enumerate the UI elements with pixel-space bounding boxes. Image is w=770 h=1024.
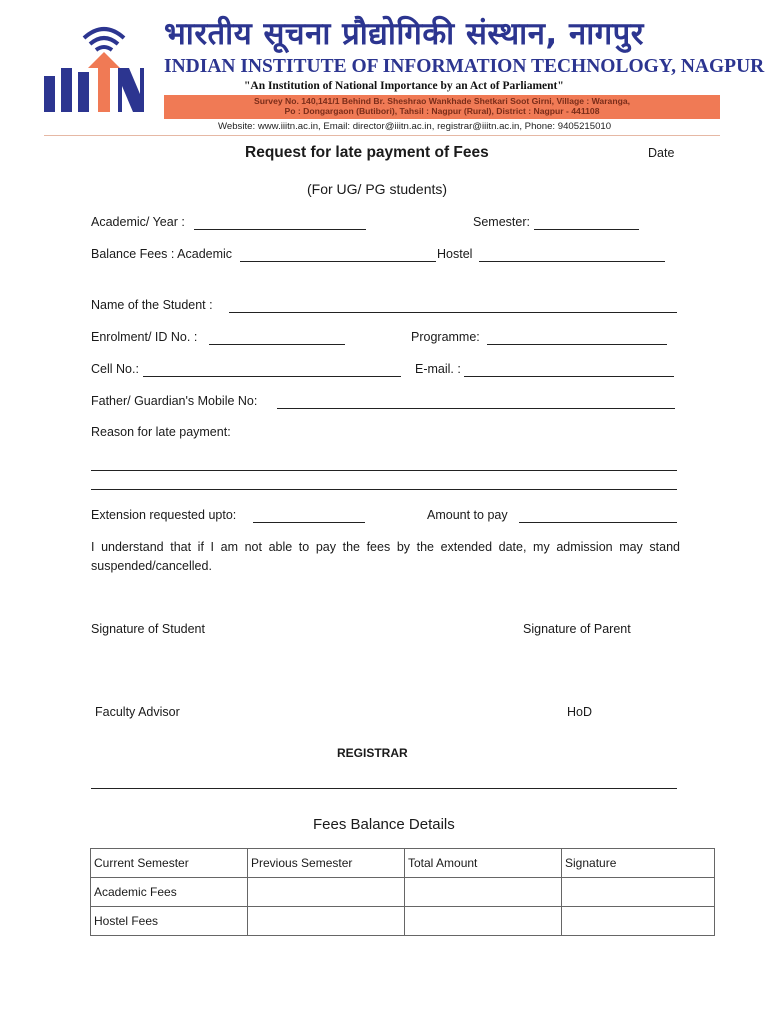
table-cell[interactable] [248, 878, 405, 907]
signature-student-label: Signature of Student [91, 622, 205, 636]
fees-table-title: Fees Balance Details [313, 816, 455, 833]
reason-label: Reason for late payment: [91, 425, 231, 439]
date-label: Date [648, 146, 675, 160]
amount-field[interactable] [519, 522, 677, 523]
extension-field[interactable] [253, 522, 365, 523]
table-header-cell: Previous Semester [248, 849, 405, 878]
balance-fees-academic-field[interactable] [240, 261, 436, 262]
semester-label: Semester: [473, 215, 530, 229]
contact-line: Website: www.iiitn.ac.in, Email: director@iiitn.ac.in, registrar@iiitn.ac.in, Phone: 9405215010 [218, 121, 612, 132]
table-cell[interactable] [405, 878, 562, 907]
address-line-2: Po : Dongargaon (Butibori), Tahsil : Nagpur (Rural), District : Nagpur - 441108 [284, 106, 600, 116]
institute-name-hindi: भारतीय सूचना प्रौद्योगिकी संस्थान, नागपुर [164, 16, 644, 52]
email-field[interactable] [464, 376, 674, 377]
hostel-fees-field[interactable] [479, 261, 665, 262]
extension-label: Extension requested upto: [91, 508, 237, 522]
table-header-cell: Total Amount [405, 849, 562, 878]
table-header-cell: Signature [562, 849, 715, 878]
table-cell[interactable] [562, 878, 715, 907]
programme-label: Programme: [411, 330, 480, 344]
institute-tagline: "An Institution of National Importance by an Act of Parliament" [244, 80, 564, 92]
email-label: E-mail. : [415, 362, 461, 376]
institute-logo [40, 20, 144, 116]
cell-label: Cell No.: [91, 362, 139, 376]
registrar-divider [91, 788, 677, 789]
student-name-field[interactable] [229, 312, 677, 313]
cell-field[interactable] [143, 376, 401, 377]
student-name-label: Name of the Student : [91, 298, 213, 312]
institute-name-english: INDIAN INSTITUTE OF INFORMATION TECHNOLOGY, NAGPUR [164, 56, 765, 77]
table-row-label: Academic Fees [91, 878, 248, 907]
table-cell[interactable] [562, 907, 715, 936]
reason-field-line-2[interactable] [91, 489, 677, 490]
table-row [91, 878, 715, 907]
table-header-row [91, 849, 715, 878]
balance-fees-academic-label: Balance Fees : Academic [91, 247, 233, 261]
academic-year-field[interactable] [194, 229, 366, 230]
hostel-label: Hostel [437, 247, 473, 261]
hod-label: HoD [567, 705, 593, 719]
enrolment-field[interactable] [209, 344, 345, 345]
form-subtitle: (For UG/ PG students) [307, 181, 448, 197]
semester-field[interactable] [534, 229, 639, 230]
enrolment-label: Enrolment/ ID No. : [91, 330, 198, 344]
table-cell[interactable] [248, 907, 405, 936]
reason-field-line-1[interactable] [91, 470, 677, 471]
table-cell[interactable] [405, 907, 562, 936]
programme-field[interactable] [487, 344, 667, 345]
guardian-mobile-field[interactable] [277, 408, 675, 409]
address-line-1: Survey No. 140,141/1 Behind Br. Sheshrao Wankhade Shetkari Soot Girni, Village : Waranga, [253, 96, 630, 106]
guardian-mobile-label: Father/ Guardian's Mobile No: [91, 394, 258, 408]
signature-parent-label: Signature of Parent [523, 622, 631, 636]
fees-balance-table [90, 848, 715, 936]
registrar-label: REGISTRAR [337, 746, 408, 760]
table-row [91, 907, 715, 936]
header-divider [44, 135, 720, 136]
faculty-advisor-label: Faculty Advisor [95, 705, 180, 719]
academic-year-label: Academic/ Year : [91, 215, 185, 229]
declaration-text: I understand that if I am not able to pay the fees by the extended date, my admission may stand suspended/cancelled. [91, 540, 680, 573]
address-banner [164, 95, 720, 119]
table-row-label: Hostel Fees [91, 907, 248, 936]
amount-label: Amount to pay [427, 508, 508, 522]
table-header-cell: Current Semester [91, 849, 248, 878]
form-title: Request for late payment of Fees [245, 144, 489, 161]
